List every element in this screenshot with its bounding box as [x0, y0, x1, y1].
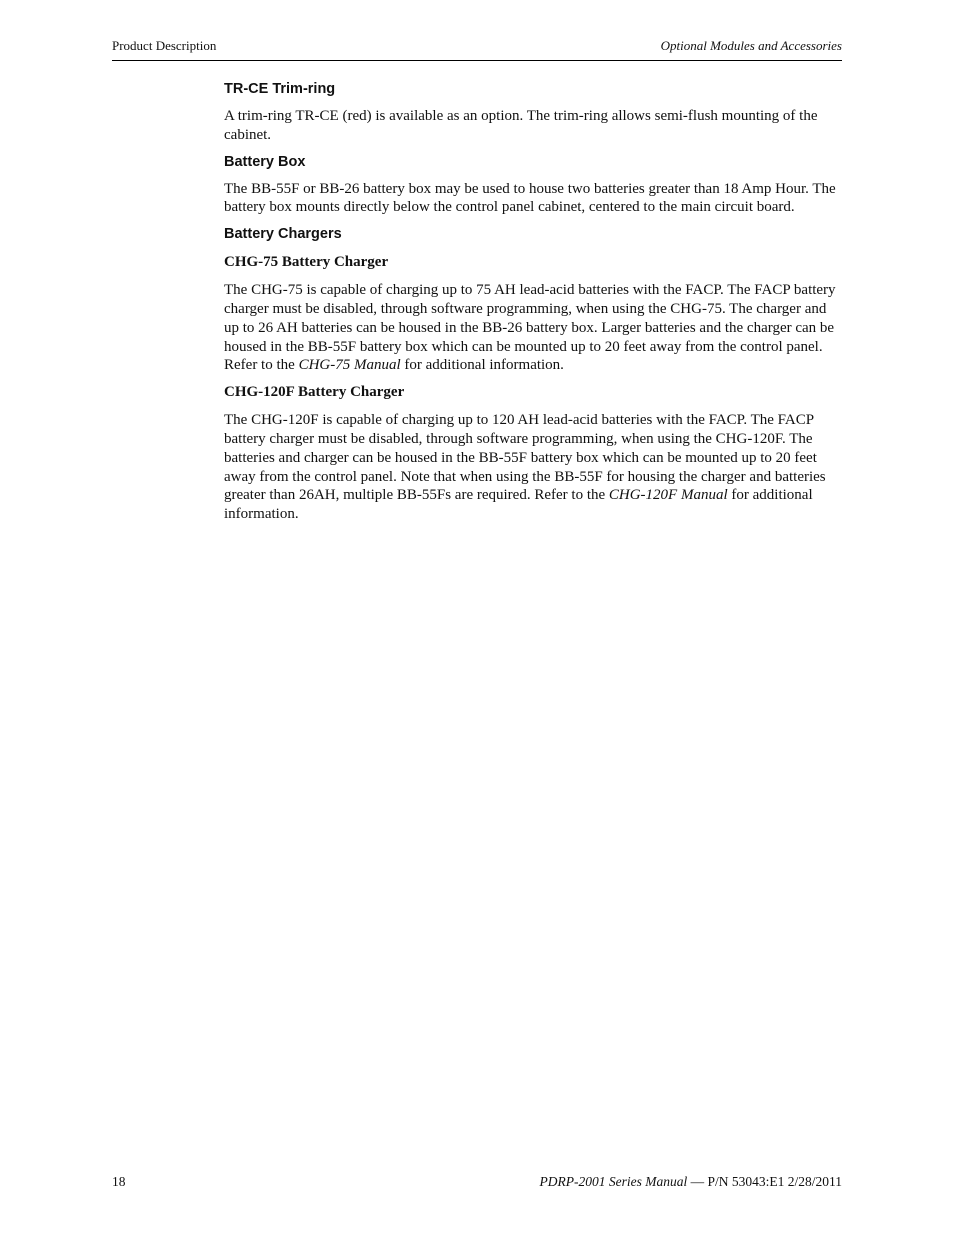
chg120f-manual-reference: CHG-120F Manual	[608, 487, 728, 504]
subsection-title-chg75: CHG-75 Battery Charger	[224, 254, 389, 271]
footer-part-number: — P/N 53043:E1 2/28/2011	[687, 1174, 842, 1189]
battery-box-paragraph: The BB-55F or BB-26 battery box may be used to house two batteries greater than 18 Amp Hour. The battery box mounts directly below the control panel cabinet, centered to the main circuit board.	[224, 180, 836, 216]
page-footer	[112, 1174, 842, 1192]
section-title-battery-chargers: Battery Chargers	[224, 226, 342, 243]
section-title-battery-box: Battery Box	[224, 153, 306, 170]
chg120f-text-pre: The CHG-120F is capable of charging up to 120 AH lead-acid batteries with the FACP. The FACP battery charger must be disabled, through software programming, when using the CHG-120F. The batteries and charger can be housed in the BB-55F battery box which can be mounted up to 20 feet away from the control panel. Note that when using the BB-55F for housing the charger and batteries greater than 26AH, multiple BB-55Fs are required. Refer to the	[224, 412, 826, 504]
chg75-manual-reference: CHG-75 Manual	[298, 357, 401, 374]
chg75-text-pre: The CHG-75 is capable of charging up to 75 AH lead-acid batteries with the FACP. The FACP battery charger must be disabled, through software programming, when using the CHG-75. The charger and up to 26 AH batteries can be housed in the BB-26 battery box. Larger batteries and the charger can be housed in the BB-55F battery box which can be mounted up to 20 feet away from the control panel. Refer to the	[224, 282, 836, 374]
page-header	[112, 38, 842, 61]
header-chapter: Product Description	[112, 38, 217, 53]
subsection-title-chg120f: CHG-120F Battery Charger	[224, 384, 405, 401]
trim-ring-paragraph: A trim-ring TR-CE (red) is available as an option. The trim-ring allows semi-flush mounting of the cabinet.	[224, 108, 818, 143]
chg120f-paragraph	[224, 411, 844, 524]
chg120f-text-post: for additional information.	[224, 487, 813, 523]
footer-manual-info	[540, 1174, 843, 1190]
header-section: Optional Modules and Accessories	[660, 38, 842, 53]
page-content	[224, 79, 844, 531]
section-title-trim-ring: TR-CE Trim-ring	[224, 81, 336, 97]
chg75-text-post: for additional information.	[400, 357, 564, 374]
footer-manual-title: PDRP-2001 Series Manual	[539, 1174, 688, 1189]
chg75-paragraph	[224, 281, 844, 375]
page-number: 18	[112, 1174, 126, 1189]
